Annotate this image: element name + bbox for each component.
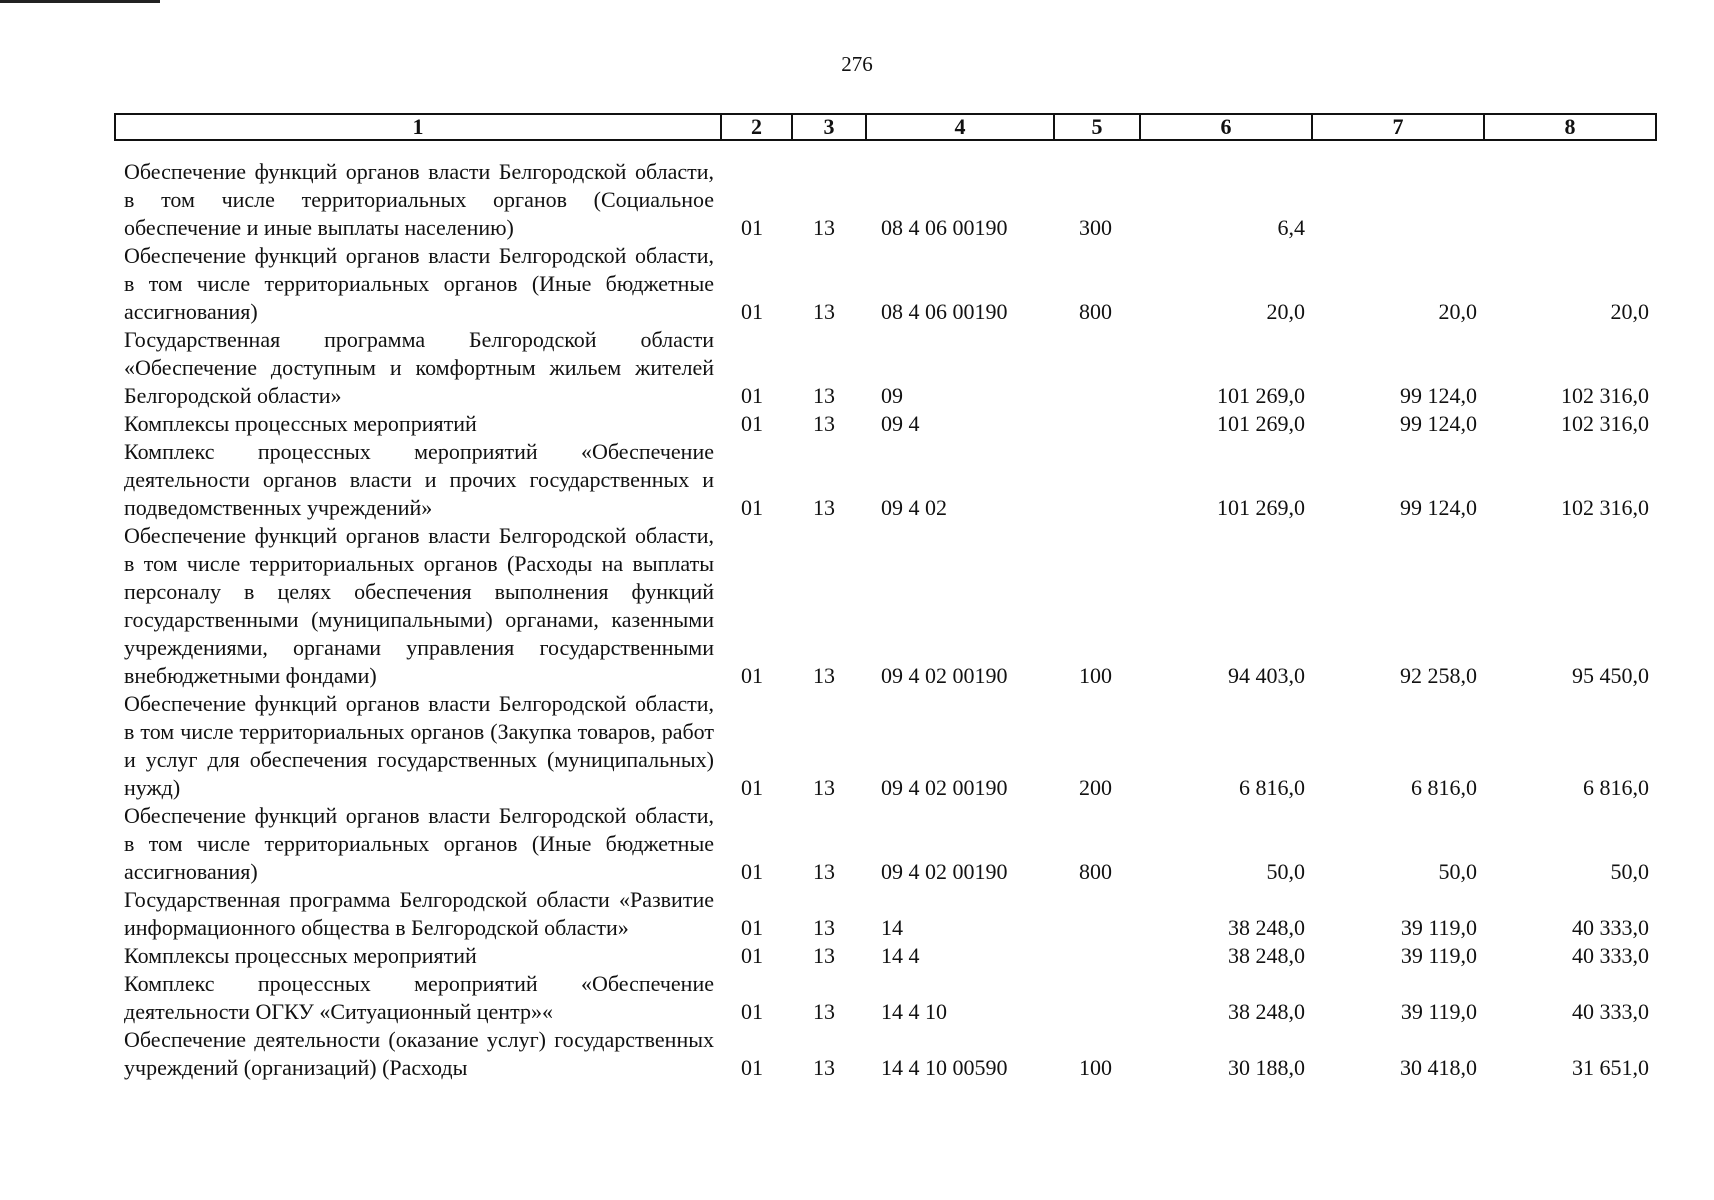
table-row bbox=[124, 802, 1657, 886]
cell-section: 01 bbox=[741, 1055, 763, 1080]
cell-amount-3: 40 333,0 bbox=[1572, 999, 1649, 1024]
table-row bbox=[124, 690, 1657, 802]
table-row bbox=[124, 886, 1657, 942]
row-description: Обеспечение функций органов власти Белгородской области, в том числе территориальных органов (Социальное обеспечение и иные выплаты населению) bbox=[124, 159, 714, 240]
cell-target-article: 09 bbox=[881, 383, 903, 408]
cell-amount-3: 50,0 bbox=[1610, 859, 1649, 884]
cell-amount-1: 6 816,0 bbox=[1239, 775, 1305, 800]
cell-amount-1: 38 248,0 bbox=[1228, 943, 1305, 968]
cell-section: 01 bbox=[741, 859, 763, 884]
row-description: Обеспечение функций органов власти Белгородской области, в том числе территориальных органов (Закупка товаров, работ и услуг для обеспечения государственных (муниципальных) нужд) bbox=[124, 691, 714, 800]
cell-amount-2: 99 124,0 bbox=[1400, 495, 1477, 520]
header-row bbox=[115, 114, 1656, 140]
cell-section: 01 bbox=[741, 775, 763, 800]
table-row bbox=[124, 242, 1657, 326]
cell-amount-2: 20,0 bbox=[1438, 299, 1477, 324]
scan-edge-mark bbox=[0, 0, 160, 3]
cell-expense-type: 200 bbox=[1079, 775, 1112, 800]
cell-subsection: 13 bbox=[813, 215, 835, 240]
cell-subsection: 13 bbox=[813, 663, 835, 688]
cell-target-article: 14 4 10 00590 bbox=[881, 1055, 1008, 1080]
cell-amount-3: 102 316,0 bbox=[1561, 411, 1649, 436]
cell-section: 01 bbox=[741, 495, 763, 520]
cell-target-article: 09 4 02 00190 bbox=[881, 859, 1008, 884]
cell-amount-1: 20,0 bbox=[1266, 299, 1305, 324]
cell-amount-2: 50,0 bbox=[1438, 859, 1477, 884]
cell-amount-3: 40 333,0 bbox=[1572, 943, 1649, 968]
cell-amount-1: 6,4 bbox=[1277, 215, 1305, 240]
header-cell-2: 2 bbox=[721, 114, 792, 140]
budget-table-body bbox=[124, 158, 1657, 1082]
cell-target-article: 09 4 02 00190 bbox=[881, 663, 1008, 688]
table-row bbox=[124, 410, 1657, 438]
cell-subsection: 13 bbox=[813, 943, 835, 968]
cell-expense-type: 800 bbox=[1079, 859, 1112, 884]
cell-subsection: 13 bbox=[813, 1055, 835, 1080]
row-description: Государственная программа Белгородской области «Развитие информационного общества в Белгородской области» bbox=[124, 887, 714, 940]
cell-amount-1: 30 188,0 bbox=[1228, 1055, 1305, 1080]
cell-amount-1: 94 403,0 bbox=[1228, 663, 1305, 688]
cell-amount-2: 39 119,0 bbox=[1400, 999, 1477, 1024]
cell-amount-1: 101 269,0 bbox=[1217, 411, 1305, 436]
row-description: Государственная программа Белгородской области «Обеспечение доступным и комфортным жильем жителей Белгородской области» bbox=[124, 327, 714, 408]
header-cell-3: 3 bbox=[792, 114, 866, 140]
cell-subsection: 13 bbox=[813, 999, 835, 1024]
cell-expense-type: 100 bbox=[1079, 663, 1112, 688]
table-row bbox=[124, 522, 1657, 690]
cell-expense-type bbox=[1055, 970, 1141, 1026]
table-row bbox=[124, 326, 1657, 410]
cell-subsection: 13 bbox=[813, 859, 835, 884]
cell-expense-type bbox=[1055, 942, 1141, 970]
row-description: Комплекс процессных мероприятий «Обеспечение деятельности органов власти и прочих государственных и подведомственных учреждений» bbox=[124, 439, 714, 520]
cell-section: 01 bbox=[741, 663, 763, 688]
header-cell-4: 4 bbox=[866, 114, 1054, 140]
cell-expense-type bbox=[1055, 326, 1141, 410]
cell-target-article: 14 4 10 bbox=[881, 999, 947, 1024]
cell-target-article: 09 4 02 00190 bbox=[881, 775, 1008, 800]
cell-target-article: 08 4 06 00190 bbox=[881, 299, 1008, 324]
header-cell-7: 7 bbox=[1312, 114, 1484, 140]
table-row bbox=[124, 438, 1657, 522]
cell-section: 01 bbox=[741, 915, 763, 940]
table-row bbox=[124, 970, 1657, 1026]
cell-section: 01 bbox=[741, 943, 763, 968]
cell-amount-3: 40 333,0 bbox=[1572, 915, 1649, 940]
cell-target-article: 08 4 06 00190 bbox=[881, 215, 1008, 240]
cell-amount-2: 39 119,0 bbox=[1400, 943, 1477, 968]
cell-amount-3: 6 816,0 bbox=[1583, 775, 1649, 800]
cell-expense-type bbox=[1055, 886, 1141, 942]
cell-amount-1: 38 248,0 bbox=[1228, 999, 1305, 1024]
cell-subsection: 13 bbox=[813, 775, 835, 800]
row-description: Обеспечение деятельности (оказание услуг) государственных учреждений (организаций) (Расходы bbox=[124, 1027, 714, 1080]
cell-section: 01 bbox=[741, 215, 763, 240]
cell-amount-2: 99 124,0 bbox=[1400, 411, 1477, 436]
cell-subsection: 13 bbox=[813, 411, 835, 436]
cell-amount-1: 101 269,0 bbox=[1217, 495, 1305, 520]
cell-amount-1: 50,0 bbox=[1266, 859, 1305, 884]
header-cell-5: 5 bbox=[1054, 114, 1140, 140]
cell-expense-type: 100 bbox=[1079, 1055, 1112, 1080]
table-row bbox=[124, 942, 1657, 970]
cell-expense-type: 800 bbox=[1079, 299, 1112, 324]
row-description: Обеспечение функций органов власти Белгородской области, в том числе территориальных органов (Расходы на выплаты персоналу в целях обеспечения выполнения функций государственными (муниципальными) органами, казенными учреждениями, органами управления государственными внебюджетными фондами) bbox=[124, 523, 714, 688]
cell-amount-2: 30 418,0 bbox=[1400, 1055, 1477, 1080]
cell-amount-2: 92 258,0 bbox=[1400, 663, 1477, 688]
cell-expense-type bbox=[1055, 438, 1141, 522]
cell-amount-2: 99 124,0 bbox=[1400, 383, 1477, 408]
cell-amount-2 bbox=[1313, 158, 1485, 242]
cell-amount-3 bbox=[1485, 158, 1657, 242]
cell-amount-1: 101 269,0 bbox=[1217, 383, 1305, 408]
cell-target-article: 09 4 02 bbox=[881, 495, 947, 520]
row-description: Обеспечение функций органов власти Белгородской области, в том числе территориальных органов (Иные бюджетные ассигнования) bbox=[124, 243, 714, 324]
cell-amount-3: 20,0 bbox=[1610, 299, 1649, 324]
row-description: Комплексы процессных мероприятий bbox=[124, 411, 477, 436]
page-number: 276 bbox=[841, 52, 873, 76]
cell-expense-type bbox=[1055, 410, 1141, 438]
row-description: Комплексы процессных мероприятий bbox=[124, 943, 477, 968]
cell-subsection: 13 bbox=[813, 495, 835, 520]
cell-subsection: 13 bbox=[813, 915, 835, 940]
header-cell-8: 8 bbox=[1484, 114, 1656, 140]
row-description: Обеспечение функций органов власти Белгородской области, в том числе территориальных органов (Иные бюджетные ассигнования) bbox=[124, 803, 714, 884]
table-row bbox=[124, 1026, 1657, 1082]
row-description: Комплекс процессных мероприятий «Обеспечение деятельности ОГКУ «Ситуационный центр»« bbox=[124, 971, 714, 1024]
table-header bbox=[114, 113, 1657, 141]
cell-section: 01 bbox=[741, 299, 763, 324]
cell-section: 01 bbox=[741, 383, 763, 408]
cell-amount-1: 38 248,0 bbox=[1228, 915, 1305, 940]
cell-amount-3: 102 316,0 bbox=[1561, 383, 1649, 408]
table-row bbox=[124, 158, 1657, 242]
header-cell-6: 6 bbox=[1140, 114, 1312, 140]
cell-amount-2: 39 119,0 bbox=[1400, 915, 1477, 940]
cell-expense-type: 300 bbox=[1079, 215, 1112, 240]
header-cell-1: 1 bbox=[115, 114, 721, 140]
cell-amount-3: 31 651,0 bbox=[1572, 1055, 1649, 1080]
cell-amount-3: 102 316,0 bbox=[1561, 495, 1649, 520]
cell-target-article: 09 4 bbox=[881, 411, 920, 436]
cell-target-article: 14 bbox=[881, 915, 903, 940]
cell-section: 01 bbox=[741, 411, 763, 436]
cell-section: 01 bbox=[741, 999, 763, 1024]
cell-target-article: 14 4 bbox=[881, 943, 920, 968]
cell-subsection: 13 bbox=[813, 383, 835, 408]
cell-subsection: 13 bbox=[813, 299, 835, 324]
cell-amount-2: 6 816,0 bbox=[1411, 775, 1477, 800]
cell-amount-3: 95 450,0 bbox=[1572, 663, 1649, 688]
